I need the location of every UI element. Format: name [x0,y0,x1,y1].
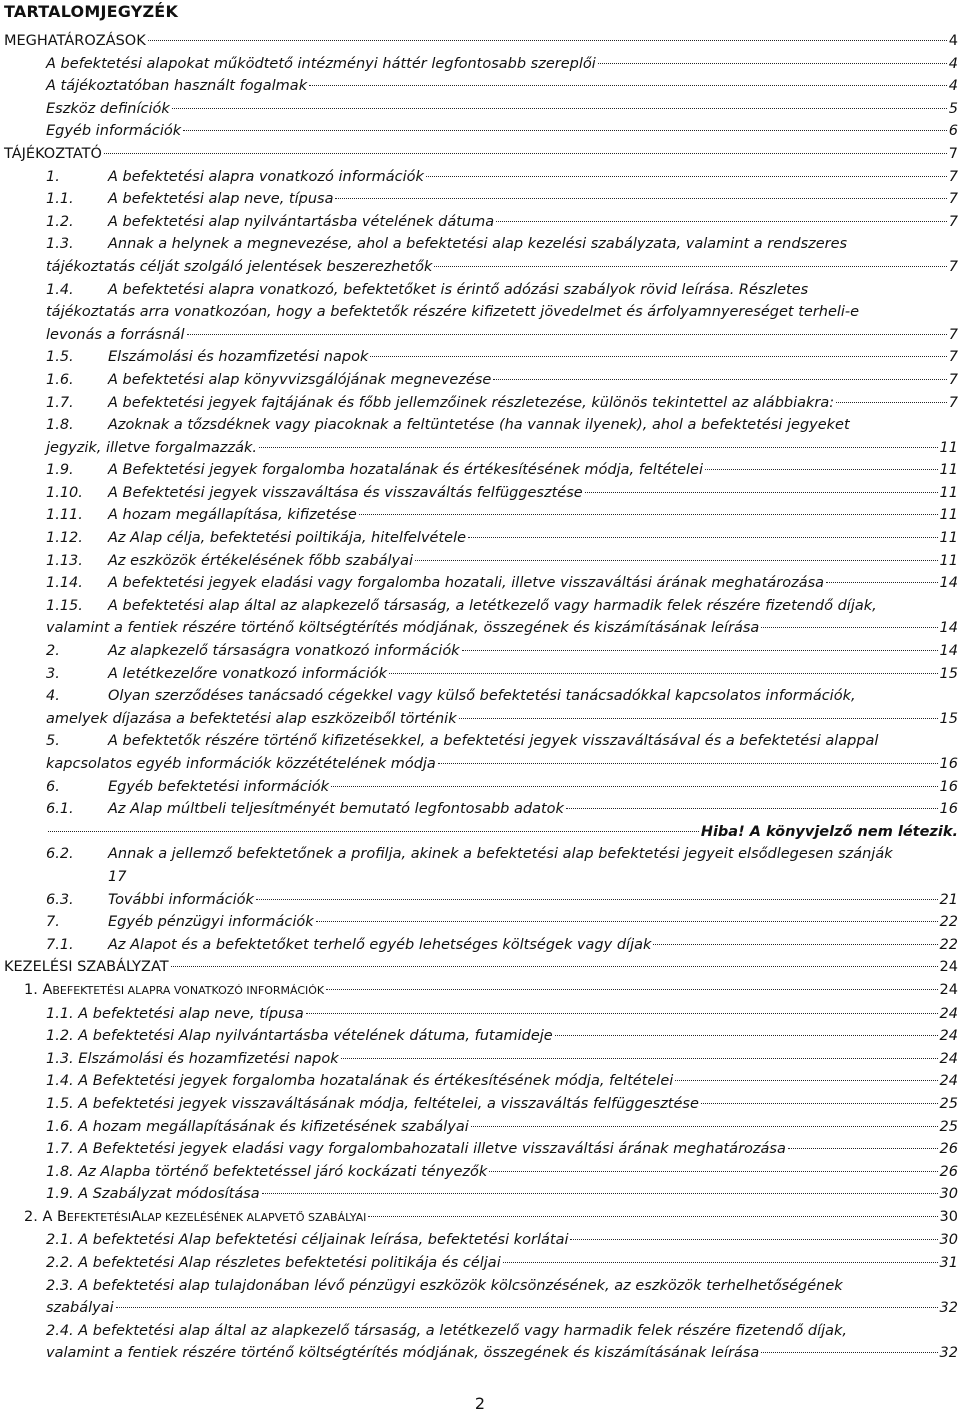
toc-entry[interactable] [0,459,958,482]
toc-entry-page: 11 [939,507,958,524]
toc-entry[interactable] [0,1320,958,1365]
toc-entry-number: 4. [46,688,60,705]
toc-entry[interactable] [0,279,958,347]
toc-entry[interactable] [0,979,958,1003]
toc-entry[interactable] [0,143,958,166]
toc-entry-label: A letétkezelőre vonatkozó információk [108,665,388,682]
toc-entry-label-smallcaps: LAP KEZELÉSÉNEK ALAPVETŐ SZABÁLYAI [141,1210,367,1224]
toc-entry[interactable] [0,527,958,550]
dot-leader [503,1262,938,1263]
dot-leader [359,514,938,515]
toc-entry-label: A [131,1208,141,1225]
toc-entry-number: 6.2. [46,846,74,863]
toc-entry[interactable] [0,640,958,663]
toc-entry-page: 7 [948,145,958,162]
dot-leader [171,966,938,967]
toc-entry-label: A befektetési alapokat működtető intézményi háttér legfontosabb szereplői [46,55,596,72]
toc-entry-page: 16 [939,801,958,818]
toc-entry[interactable] [0,414,958,459]
toc-entry-label: Olyan szerződéses tanácsadó cégekkel vagy külső befektetési tanácsadókkal kapcsolatos információk, [108,688,856,705]
toc-entry-label: A befektetési alap könyvvizsgálójának megnevezése [108,371,492,388]
toc-entry-number: 1.5. [46,349,74,366]
toc-entry[interactable] [0,685,958,730]
toc-entry-number: 1.13. [46,552,83,569]
bookmark-error-text: Hiba! A könyvjelző nem létezik. [700,823,958,840]
toc-entry-number: 1.14. [46,575,83,592]
toc-entry-label-cont: jegyzik, illetve forgalmazzák. [46,439,257,456]
toc-entry[interactable] [0,1252,958,1275]
dot-leader [598,63,947,64]
toc-entry-label: MEGHATÁROZÁSOK [4,33,146,49]
toc-entry[interactable] [0,889,958,912]
toc-entry-label-cont: valamint a fentiek részére történő költségtérítés módjának, összegének és kiszámításának leírása [46,620,760,637]
dot-leader [836,402,947,403]
dot-leader [761,627,937,628]
toc-entry-page: 32 [939,1300,958,1317]
toc-entry-label: A befektetők részére történő kifizetésekkel, a befektetési jegyek visszaváltásával és a befektetési alappal [108,733,879,750]
dot-leader [459,718,938,719]
toc-entry[interactable] [0,776,958,799]
toc-entry-label: Egyéb pénzügyi információk [108,914,314,931]
toc-entry-number: 1.6. [46,371,74,388]
toc-entry-page: 30 [939,1232,958,1249]
toc-entry-page: 7 [948,394,958,411]
toc-entry-page: 24 [939,959,958,976]
toc-entry-page: 21 [939,891,958,908]
dot-leader [426,176,947,177]
dot-leader [705,469,938,470]
toc-entry-label: Az Alapot és a befektetőket terhelő egyéb lehetséges költségek vagy díjak [108,936,652,953]
toc-entry-label: Annak a helynek a megnevezése, ahol a befektetési alap kezelési szabályzata, valamint a rendszeres [108,236,848,253]
toc-entry[interactable] [0,550,958,573]
toc-entry-label: A tájékoztatóban használt fogalmak [46,78,308,95]
toc-entry-label: 2.1. A befektetési Alap befektetési céljainak leírása, befektetési korlátai [46,1232,569,1249]
toc-entry-label: 1.4. A Befektetési jegyek forgalomba hozatalának és értékesítésének módja, feltételei [46,1073,674,1090]
toc-entry-label: További információk [108,891,254,908]
toc-entry-label: A Befektetési jegyek forgalomba hozatalának és értékesítésének módja, feltételei [108,462,704,479]
dot-leader [104,153,947,154]
dot-leader [434,266,946,267]
toc-entry[interactable] [0,30,958,53]
toc-entry-page: 14 [939,643,958,660]
toc-entry[interactable] [0,663,958,686]
toc-entry-page: 4 [948,78,958,95]
dot-leader [468,537,938,538]
toc-entry-label: A befektetési alapra vonatkozó, befektetőket is érintő adózási szabályok rövid leírása. Részletes [108,281,809,298]
toc-entry-label-cont: tájékoztatás arra vonatkozóan, hogy a befektetők részére kifizetett jövedelmet és árfolyamnyereséget terheli-e [46,304,860,321]
toc-entry-page: 6 [948,123,958,140]
toc-entry-label: Az Alap múltbeli teljesítményét bemutató legfontosabb adatok [108,801,564,818]
toc-entry-label: 1.9. A Szabályzat módosítása [46,1186,260,1203]
toc-entry-number: 2. [46,643,60,660]
dot-leader [585,492,938,493]
dot-leader [570,1239,937,1240]
toc-entry-label: A befektetési alap által az alapkezelő társaság, a letétkezelő vagy harmadik felek részére fizetendő díjak, [108,597,877,614]
toc-entry[interactable] [0,911,958,934]
toc-entry[interactable] [0,1275,958,1320]
toc-entry[interactable] [0,730,958,775]
toc-entry-page: 7 [948,326,958,343]
toc-entry-page: 30 [939,1208,958,1225]
toc-entry-error[interactable] [0,821,958,844]
toc-entry-number: 1.2. [46,213,74,230]
toc-entry-label-cont: amelyek díjazása a befektetési alap eszközeiből történik [46,710,457,727]
toc-entry-label-smallcaps: BEFEKTETÉSI ALAPRA VONATKOZÓ INFORMÁCIÓK [52,983,325,997]
toc-entry[interactable] [0,166,958,189]
dot-leader [653,944,937,945]
dot-leader [187,334,947,335]
dot-leader [471,1126,938,1127]
toc-entry-label: Az eszközök értékelésének főbb szabályai [108,552,413,569]
toc-entry-number: 3. [46,665,60,682]
toc-entry[interactable] [0,1161,958,1184]
toc-entry-label: 1.7. A Befektetési jegyek eladási vagy forgalombahozatali illetve visszaváltási árának meghatározása [46,1141,786,1158]
toc-entry-number: 1.10. [46,484,83,501]
toc-entry[interactable] [0,595,958,640]
dot-leader [172,108,947,109]
toc-entry-page: 14 [939,620,958,637]
toc-entry-label: Az Alap célja, befektetési poiltikája, hitelfelvétele [108,530,467,547]
toc-entry-page: 7 [948,371,958,388]
toc-entry-page: 14 [939,575,958,592]
toc-entry-page: 26 [939,1141,958,1158]
toc-entry-page: 15 [939,710,958,727]
toc-entry-number: 1.8. [46,417,74,434]
toc-entry-number: 1.11. [46,507,83,524]
dot-leader [415,560,938,561]
toc-entry-page: 25 [939,1095,958,1112]
toc-entry-number: 1.12. [46,530,83,547]
dot-leader [331,786,937,787]
toc-entry[interactable] [0,934,958,957]
toc-entry-label-cont: levonás a forrásnál [46,326,185,343]
toc-entry-label-cont: kapcsolatos egyéb információk közzétételének módja [46,756,436,772]
toc-entry-page: 24 [939,1005,958,1022]
toc-entry-label: 1.6. A hozam megállapításának és kifizetésének szabályai [46,1118,469,1135]
toc-entry-label-cont: szabályai [46,1300,114,1317]
dot-leader [761,1352,937,1353]
dot-leader [462,650,938,651]
toc-entry-label: A befektetési jegyek eladási vagy forgalomba hozatali, illetve visszaváltási árának meghatározása [108,575,825,592]
toc-entry-label: 1. A [24,981,53,998]
toc-entry-page: 24 [939,1028,958,1045]
toc-entry-label-cont: tájékoztatás célját szolgáló jelentések beszerezhetők [46,258,433,275]
toc-entry-page: 11 [939,552,958,569]
toc-entry[interactable] [0,75,958,98]
dot-leader [566,808,938,809]
dot-leader [438,763,938,764]
dot-leader [306,1013,938,1014]
toc-entry[interactable] [0,1229,958,1252]
toc-entry[interactable] [0,1206,958,1230]
toc-entry-label: Egyéb információk [46,123,182,140]
toc-entry-number: 1. [46,168,60,185]
toc-entry-number: 1.1. [46,191,74,208]
dot-leader [370,356,946,357]
toc-entry-label: Egyéb befektetési információk [108,778,330,795]
toc-entry-number: 7. [46,914,60,931]
toc-entry[interactable] [0,482,958,505]
toc-entry[interactable] [0,1183,958,1206]
toc-title: TARTALOMJEGYZÉK [4,2,179,21]
toc-entry-label: Eszköz definíciók [46,100,170,117]
toc-entry-page: 16 [939,778,958,795]
dot-leader [701,1103,938,1104]
toc-entry-page: 4 [948,33,958,49]
toc-entry-label: 1.5. A befektetési jegyek visszaváltásának módja, feltételei, a visszaváltás felfüggesztése [46,1095,699,1112]
toc-entry-number: 5. [46,733,60,750]
toc-entry[interactable] [0,369,958,392]
dot-leader [316,921,938,922]
toc-entry[interactable] [0,346,958,369]
toc-entry-page: 25 [939,1118,958,1135]
toc-entry-label: A Befektetési jegyek visszaváltása és visszaváltás felfüggesztése [108,484,583,501]
toc-entry-label: Az alapkezelő társaságra vonatkozó információk [108,643,460,660]
toc-entry[interactable] [0,956,958,979]
toc-entry-label: 1.3. Elszámolási és hozamfizetési napok [46,1050,339,1067]
toc-entry[interactable] [0,504,958,527]
dot-leader [259,447,938,448]
toc-entry-page: 5 [948,100,958,117]
dot-leader [116,1307,938,1308]
toc-entry-page: 15 [939,665,958,682]
toc-entry-label: A befektetési alapra vonatkozó információk [108,168,424,185]
toc-entry[interactable] [0,233,958,278]
toc-entry-page: 22 [939,914,958,931]
table-of-contents [0,30,958,1365]
toc-entry-page: 11 [939,484,958,501]
toc-entry[interactable] [0,798,958,821]
toc-entry-label-cont: valamint a fentiek részére történő költségtérítés módjának, összegének és kiszámításának leírása [46,1345,760,1362]
toc-entry-number: 6. [46,778,60,795]
toc-entry[interactable] [0,188,958,211]
toc-entry-page: 16 [939,756,958,772]
toc-entry-label: 1.8. Az Alapba történő befektetéssel járó kockázati tényezők [46,1163,488,1180]
toc-entry-page: 11 [939,530,958,547]
dot-leader [675,1080,937,1081]
dot-leader [368,1216,937,1217]
toc-entry[interactable] [0,843,958,888]
dot-leader [309,85,947,86]
toc-entry-page: 31 [939,1255,958,1272]
toc-entry-label: Annak a jellemző befektetőnek a profilja, akinek a befektetési alap befektetési jegyeit elsődlegesen szánják [108,846,893,863]
dot-leader [555,1035,938,1036]
toc-entry-number: 1.4. [46,281,74,298]
toc-entry-number: 1.15. [46,597,83,614]
dot-leader [335,198,946,199]
toc-entry-page: 7 [948,213,958,230]
toc-entry[interactable] [0,211,958,234]
toc-entry[interactable] [0,120,958,143]
toc-entry-label: A hozam megállapítása, kifizetése [108,507,357,524]
toc-entry-page: 11 [939,462,958,479]
dot-leader [496,221,947,222]
toc-entry-page: 32 [939,1345,958,1362]
toc-entry-number: 6.1. [46,801,74,818]
toc-entry-page: 7 [948,191,958,208]
toc-entry[interactable] [0,1025,958,1048]
dot-leader [341,1058,938,1059]
dot-leader [148,40,947,41]
dot-leader [788,1148,938,1149]
toc-entry[interactable] [0,53,958,76]
toc-entry[interactable] [0,1003,958,1026]
toc-entry-number: 1.3. [46,236,74,253]
dot-leader [826,582,938,583]
toc-entry-page: 17 [108,868,127,885]
dot-leader [489,1171,937,1172]
toc-entry-label: 2.4. A befektetési alap által az alapkezelő társaság, a letétkezelő vagy harmadik felek részére fizetendő díjak, [46,1322,848,1339]
toc-entry-label: KEZELÉSI SZABÁLYZAT [4,959,169,976]
toc-entry[interactable] [0,1070,958,1093]
toc-entry-page: 11 [939,439,958,456]
toc-entry[interactable] [0,1116,958,1139]
page-number: 2 [474,1394,486,1413]
toc-entry-number: 1.7. [46,394,74,411]
toc-entry[interactable] [0,1048,958,1071]
toc-entry-page: 4 [948,55,958,72]
dot-leader [389,673,938,674]
toc-entry-label: 2. A B [24,1208,67,1225]
toc-entry-label: Elszámolási és hozamfizetési napok [108,349,369,366]
toc-entry-page: 30 [939,1186,958,1203]
toc-entry[interactable] [0,1093,958,1116]
toc-entry-label: 1.1. A befektetési alap neve, típusa [46,1005,304,1022]
toc-entry-page: 24 [939,1050,958,1067]
toc-entry-page: 7 [948,349,958,366]
toc-entry-page: 26 [939,1163,958,1180]
toc-entry-page: 22 [939,936,958,953]
toc-entry-label: A befektetési jegyek fajtájának és főbb jellemzőinek részletezése, különös tekintettel az alábbiakra: [108,394,835,411]
dot-leader [183,130,947,131]
toc-entry-label: A befektetési alap nyilvántartásba vételének dátuma [108,213,495,230]
toc-entry[interactable] [0,1138,958,1161]
toc-entry-label-smallcaps: EFEKTETÉSI [66,1210,132,1224]
dot-leader [256,899,938,900]
toc-entry-page: 7 [948,258,958,275]
dot-leader [262,1193,938,1194]
toc-entry-page: 24 [939,981,958,998]
toc-entry-page: 24 [939,1073,958,1090]
toc-entry-number: 6.3. [46,891,74,908]
toc-entry[interactable] [0,98,958,121]
toc-entry-label: 1.2. A befektetési Alap nyilvántartásba vételének dátuma, futamideje [46,1028,553,1045]
toc-entry-page: 7 [948,168,958,185]
dot-leader [48,831,699,832]
toc-entry-label: 2.3. A befektetési alap tulajdonában lévő pénzügyi eszközök kölcsönzésének, az eszközök terhelhetőségének [46,1277,843,1294]
dot-leader [326,989,937,990]
toc-entry[interactable] [0,572,958,595]
toc-entry[interactable] [0,392,958,415]
toc-entry-number: 7.1. [46,936,74,953]
toc-entry-label: TÁJÉKOZTATÓ [4,145,102,162]
toc-entry-label: A befektetési alap neve, típusa [108,191,334,208]
toc-entry-label: 2.2. A befektetési Alap részletes befektetési politikája és céljai [46,1255,501,1272]
toc-entry-label: Azoknak a tőzsdéknek vagy piacoknak a feltüntetése (ha vannak ilyenek), ahol a befektetési jegyeket [108,417,850,434]
dot-leader [493,379,946,380]
toc-entry-number: 1.9. [46,462,74,479]
